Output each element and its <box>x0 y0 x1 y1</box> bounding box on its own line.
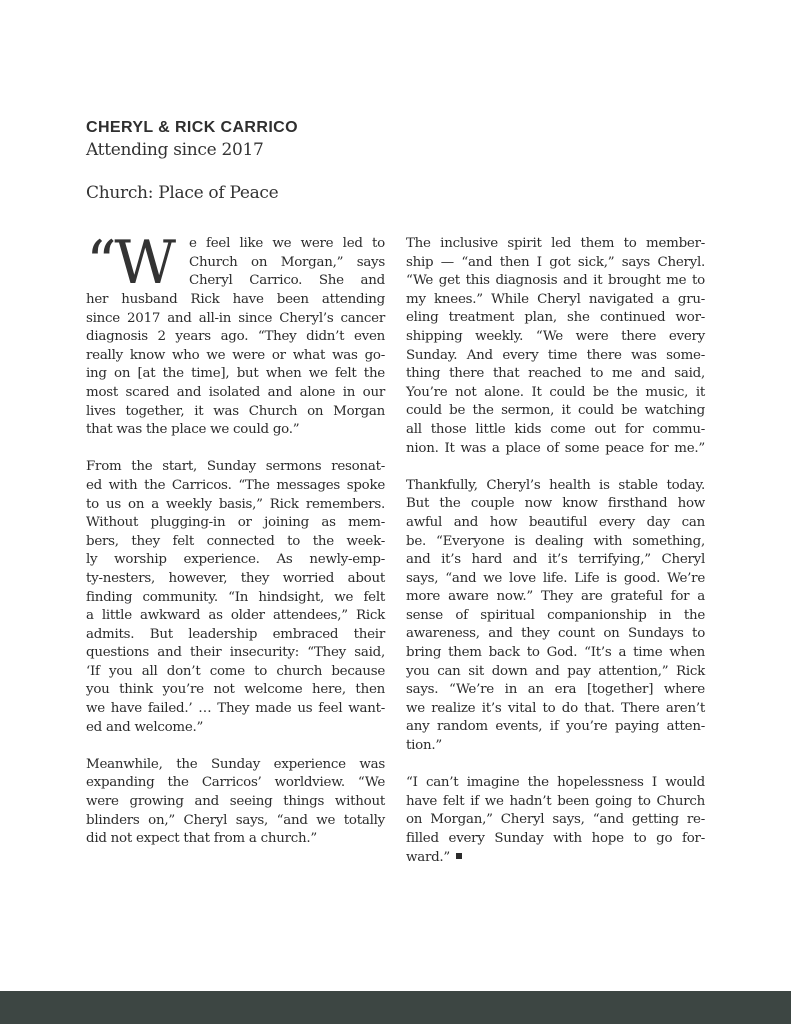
text-line: my knees.” While Cheryl navigated a gru- <box>406 291 705 307</box>
text-line: did not expect that from a church.” <box>86 831 317 847</box>
end-mark-icon <box>456 853 462 859</box>
dropcap-paragraph-start <box>86 228 385 298</box>
text-line: you think you’re not welcome here, then <box>86 682 385 698</box>
profile-names: CHERYL & RICK CARRICO <box>86 119 298 136</box>
text-line: ‘If you all don’t come to church because <box>86 663 385 679</box>
article-column-left <box>86 228 385 849</box>
paragraph <box>406 774 705 867</box>
text-line: sense of spiritual companionship in the <box>406 607 705 623</box>
text-line: ed and welcome.” <box>86 719 204 735</box>
text-line: have felt if we hadn’t been going to Church <box>406 793 705 809</box>
text-line: Church on Morgan,” says <box>189 254 385 270</box>
text-line: finding community. “In hindsight, we felt <box>86 589 385 605</box>
text-line: a little awkward as older attendees,” Rick <box>86 608 385 624</box>
text-line: ing on [at the time], but when we felt the <box>86 366 385 382</box>
text-line: Without plugging-in or joining as mem- <box>86 515 385 531</box>
text-line: expanding the Carricos’ worldview. “We <box>86 775 385 791</box>
text-line: could be the sermon, it could be watching <box>406 403 705 419</box>
text-line: lives together, it was Church on Morgan <box>86 403 385 419</box>
paragraph <box>86 291 385 440</box>
text-line: since 2017 and all-in since Cheryl’s cancer <box>86 310 385 326</box>
text-line: shipping weekly. “We were there every <box>406 328 705 344</box>
text-line: ed with the Carricos. “The messages spoke <box>86 477 385 493</box>
text-line: her husband Rick have been attending <box>86 292 385 307</box>
text-line: e feel like we were led to <box>189 236 385 251</box>
text-line: The inclusive spirit led them to member- <box>406 236 705 251</box>
text-line: From the start, Sunday sermons resonat- <box>86 459 385 475</box>
text-line: blinders on,” Cheryl says, “and we totally <box>86 812 385 828</box>
text-line: “I can’t imagine the hopelessness I would <box>406 775 705 791</box>
text-line: tion.” <box>406 738 442 754</box>
text-line: ly worship experience. As newly-emp- <box>86 552 385 568</box>
paragraph <box>86 458 385 737</box>
text-line: were growing and seeing things without <box>86 794 385 810</box>
text-line: Meanwhile, the Sunday experience was <box>86 756 385 772</box>
text-line: you can sit down and pay attention,” Rick <box>406 663 705 679</box>
text-line: diagnosis 2 years ago. “They didn’t even <box>86 329 385 345</box>
text-line: be. “Everyone is dealing with something, <box>406 533 705 549</box>
text-line: bers, they felt connected to the week- <box>86 533 385 549</box>
text-line: thing there that reached to me and said, <box>406 366 705 382</box>
text-line: says. “We’re in an era [together] where <box>406 682 705 698</box>
attending-since: Attending since 2017 <box>86 140 264 160</box>
text-line: any random events, if you’re paying atten- <box>406 719 705 735</box>
text-line: awful and how beautiful every day can <box>406 514 705 530</box>
text-line-final-text: ward.” <box>406 849 451 865</box>
footer-bar <box>0 991 791 1024</box>
text-line: says, “and we love life. Life is good. We’re <box>406 570 705 586</box>
text-line: bring them back to God. “It’s a time when <box>406 645 705 661</box>
text-line: But the couple now know firsthand how <box>406 496 705 512</box>
text-line: that was the place we could go.” <box>86 422 300 438</box>
text-line: Sunday. And every time there was some- <box>406 347 705 363</box>
text-line: to us on a weekly basis,” Rick remembers. <box>86 496 385 512</box>
text-line: ty-nesters, however, they worried about <box>86 570 385 586</box>
text-line: admits. But leadership embraced their <box>86 626 385 642</box>
text-line: really know who we were or what was go- <box>86 347 385 363</box>
text-line: we have failed.’ … They made us feel want- <box>86 701 385 717</box>
paragraph <box>86 756 385 849</box>
text-line: “We get this diagnosis and it brought me to <box>406 273 705 289</box>
text-line: on Morgan,” Cheryl says, “and getting re- <box>406 812 705 828</box>
text-line: we realize it’s vital to do that. There aren’t <box>406 700 705 716</box>
text-line: Thankfully, Cheryl’s health is stable today. <box>406 477 705 493</box>
text-line: questions and their insecurity: “They said, <box>86 645 385 661</box>
text-line-final <box>406 849 705 868</box>
article-column-right <box>406 235 705 867</box>
paragraph <box>406 235 705 458</box>
text-line: nion. It was a place of some peace for me.” <box>406 440 705 456</box>
text-line: all those little kids come out for commu- <box>406 421 705 437</box>
text-line: ship — “and then I got sick,” says Cheryl. <box>406 254 705 270</box>
text-line: You’re not alone. It could be the music, it <box>406 384 705 400</box>
text-line: more aware now.” They are grateful for a <box>406 589 705 605</box>
church-label: Church: Place of Peace <box>86 183 279 203</box>
text-line: awareness, and they count on Sundays to <box>406 626 705 642</box>
text-line: Cheryl Carrico. She and <box>189 273 385 289</box>
text-line: filled every Sunday with hope to go for- <box>406 831 705 846</box>
drop-cap: “W <box>86 228 173 298</box>
text-line: most scared and isolated and alone in our <box>86 384 385 400</box>
text-line: and it’s hard and it’s terrifying,” Cheryl <box>406 552 705 568</box>
text-line: eling treatment plan, she continued wor- <box>406 310 705 326</box>
paragraph <box>406 477 705 756</box>
